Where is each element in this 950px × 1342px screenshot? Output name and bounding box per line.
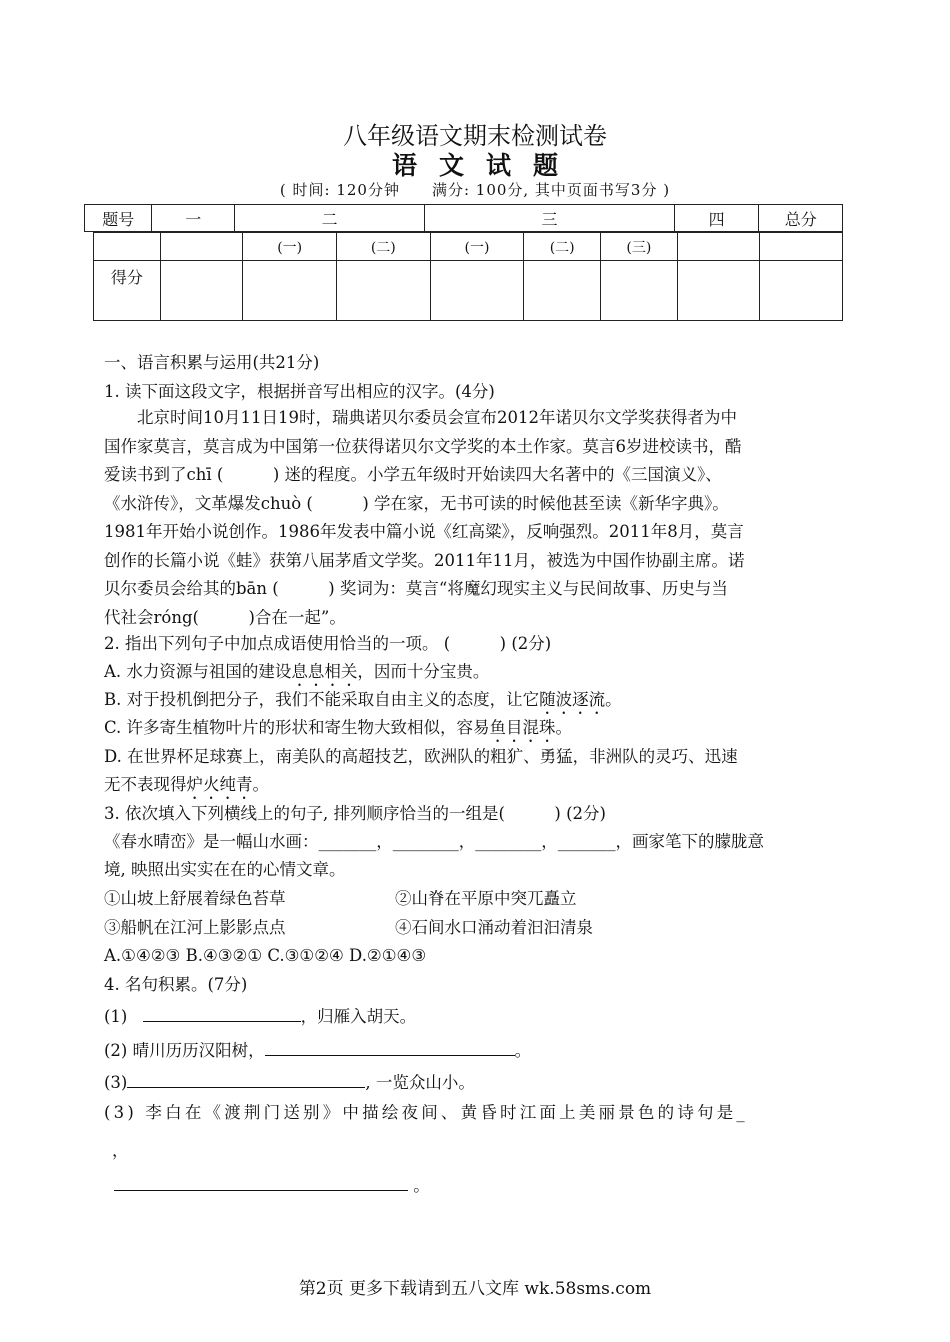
score-cell[interactable] bbox=[336, 261, 430, 321]
exam-subtitle: 语文试题 bbox=[391, 151, 580, 180]
answer-blank[interactable] bbox=[265, 1037, 515, 1056]
q1-passage bbox=[104, 404, 848, 632]
score-cell[interactable] bbox=[760, 261, 843, 321]
q2-option-a: A. 水力资源与祖国的建设息息相关，因而十分宝贵。 bbox=[104, 662, 490, 681]
q4-stem: 4. 名句积累。(7分) bbox=[104, 975, 248, 994]
subheader-cell-empty bbox=[94, 233, 161, 261]
q2-option-c: C. 许多寄生植物叶片的形状和寄生物大致相似，容易鱼目混珠。 bbox=[104, 718, 573, 737]
q1-line: 国作家莫言，莫言成为中国第一位获得诺贝尔文学奖的本土作家。莫言6岁进校读书，酷 bbox=[104, 436, 742, 456]
score-cell[interactable] bbox=[430, 261, 524, 321]
section-1-heading: 一、语言积累与运用(共21分) bbox=[104, 353, 320, 372]
q1-line: 创作的长篇小说《蛙》获第八届茅盾文学奖。2011年11月，被选为中国作协副主席。诺 bbox=[104, 550, 745, 570]
q1-line: 1981年开始小说创作。1986年发表中篇小说《红高粱》，反响强烈。2011年8月，莫言 bbox=[104, 522, 744, 541]
q2-option-d-line1: D. 在世界杯足球赛上，南美队的高超技艺，欧洲队的粗犷、勇猛，非洲队的灵巧、迅速 bbox=[104, 747, 738, 766]
header-cell-part-4: 四 bbox=[674, 205, 759, 232]
subheader-cell-3-2: (二) bbox=[524, 233, 601, 261]
score-label-cell: 得分 bbox=[94, 261, 161, 321]
q2-option-b: B. 对于投机倒把分子，我们不能采取自由主义的态度，让它随波逐流。 bbox=[104, 690, 622, 709]
exam-title: 八年级语文期末检测试卷 bbox=[343, 122, 607, 150]
subheader-cell-3-1: (一) bbox=[430, 233, 524, 261]
score-cell[interactable] bbox=[243, 261, 337, 321]
dotted-idiom: 鱼目混珠 bbox=[489, 718, 556, 737]
q4-item-4-comma: ， bbox=[112, 1141, 129, 1160]
q3-line2: 境, 映照出实实在在的心情文章。 bbox=[104, 860, 346, 879]
subheader-cell-2-2: (二) bbox=[336, 233, 430, 261]
score-cell[interactable] bbox=[601, 261, 678, 321]
q3-option-2: ②山脊在平原中突兀矗立 bbox=[395, 889, 577, 908]
q4-item-1: (1) ，归雁入胡天。 bbox=[104, 1003, 416, 1028]
score-table-body bbox=[93, 232, 843, 321]
q1-line: 北京时间10月11日19时，瑞典诺贝尔委员会宣布2012年诺贝尔文学奖获得者为中 bbox=[137, 408, 737, 427]
subheader-cell-3-3: (三) bbox=[601, 233, 678, 261]
subheader-cell-2-1: (一) bbox=[243, 233, 337, 261]
score-table-header bbox=[84, 204, 843, 232]
header-cell-part-1: 一 bbox=[152, 205, 235, 232]
answer-blank[interactable] bbox=[143, 1003, 301, 1022]
q2-option-d-line2: 无不表现得炉火纯青。 bbox=[104, 775, 269, 794]
dotted-idiom: 随波逐流 bbox=[539, 690, 606, 709]
q4-item-3: (3) , 一览众山小。 bbox=[104, 1069, 475, 1094]
exam-meta: ( 时间: 120分钟 满分: 100分, 其中页面书写3分 ) bbox=[279, 181, 671, 199]
subheader-cell-empty bbox=[160, 233, 243, 261]
q1-line: 代社会róng( )合在一起”。 bbox=[104, 607, 346, 627]
q3-option-1: ①山坡上舒展着绿色苔草 bbox=[104, 889, 286, 908]
q4-item-4-line3: 。 bbox=[114, 1172, 430, 1197]
q3-stem: 3. 依次填入下列横线上的句子, 排列顺序恰当的一组是( ) (2分) bbox=[104, 804, 606, 823]
subheader-cell-empty bbox=[677, 233, 760, 261]
header-cell-part-2: 二 bbox=[234, 205, 424, 232]
q1-line: 爱读书到了chī ( ) 迷的程度。小学五年级时开始读四大名著中的《三国演义》、 bbox=[104, 465, 722, 484]
q1-line: 贝尔委员会给其的bān ( ) 奖词为：莫言“将魔幻现实主义与民间故事、历史与当 bbox=[104, 579, 728, 598]
dotted-idiom: 息息相关 bbox=[291, 662, 358, 681]
score-cell[interactable] bbox=[524, 261, 601, 321]
q2-stem: 2. 指出下列句子中加点成语使用恰当的一项。 ( ) (2分) bbox=[104, 634, 552, 653]
q4-item-2: (2) 晴川历历汉阳树， 。 bbox=[104, 1037, 531, 1062]
page-footer: 第2页 更多下载请到五八文库 wk.58sms.com bbox=[298, 1279, 652, 1299]
q3-line1: 《春水晴峦》是一幅山水画：_______，________，________，_______，画家笔下的朦胧意 bbox=[104, 832, 764, 851]
q1-stem: 1. 读下面这段文字，根据拼音写出相应的汉字。(4分) bbox=[104, 382, 495, 401]
q3-choices: A.①④②③ B.④③②① C.③①②④ D.②①④③ bbox=[104, 946, 427, 965]
header-cell-total: 总分 bbox=[759, 205, 843, 232]
q3-option-3: ③船帆在江河上影影点点 bbox=[104, 918, 286, 937]
answer-blank[interactable] bbox=[114, 1172, 408, 1191]
header-cell-part-3: 三 bbox=[425, 205, 675, 232]
dotted-idiom: 炉火纯青 bbox=[186, 775, 253, 794]
score-cell[interactable] bbox=[677, 261, 760, 321]
q4-item-4-line1: (3) 李白在《渡荆门送别》中描绘夜间、黄昏时江面上美丽景色的诗句是_ bbox=[104, 1103, 748, 1122]
q3-option-4: ④石间水口涌动着汩汩清泉 bbox=[395, 918, 593, 937]
subheader-cell-empty bbox=[760, 233, 843, 261]
q1-line: 《水浒传》，文革爆发chuò ( ) 学在家，无书可读的时候他甚至读《新华字典》。 bbox=[104, 493, 729, 513]
header-cell-question-no: 题号 bbox=[85, 205, 152, 232]
answer-blank[interactable] bbox=[127, 1069, 365, 1088]
score-cell[interactable] bbox=[160, 261, 243, 321]
